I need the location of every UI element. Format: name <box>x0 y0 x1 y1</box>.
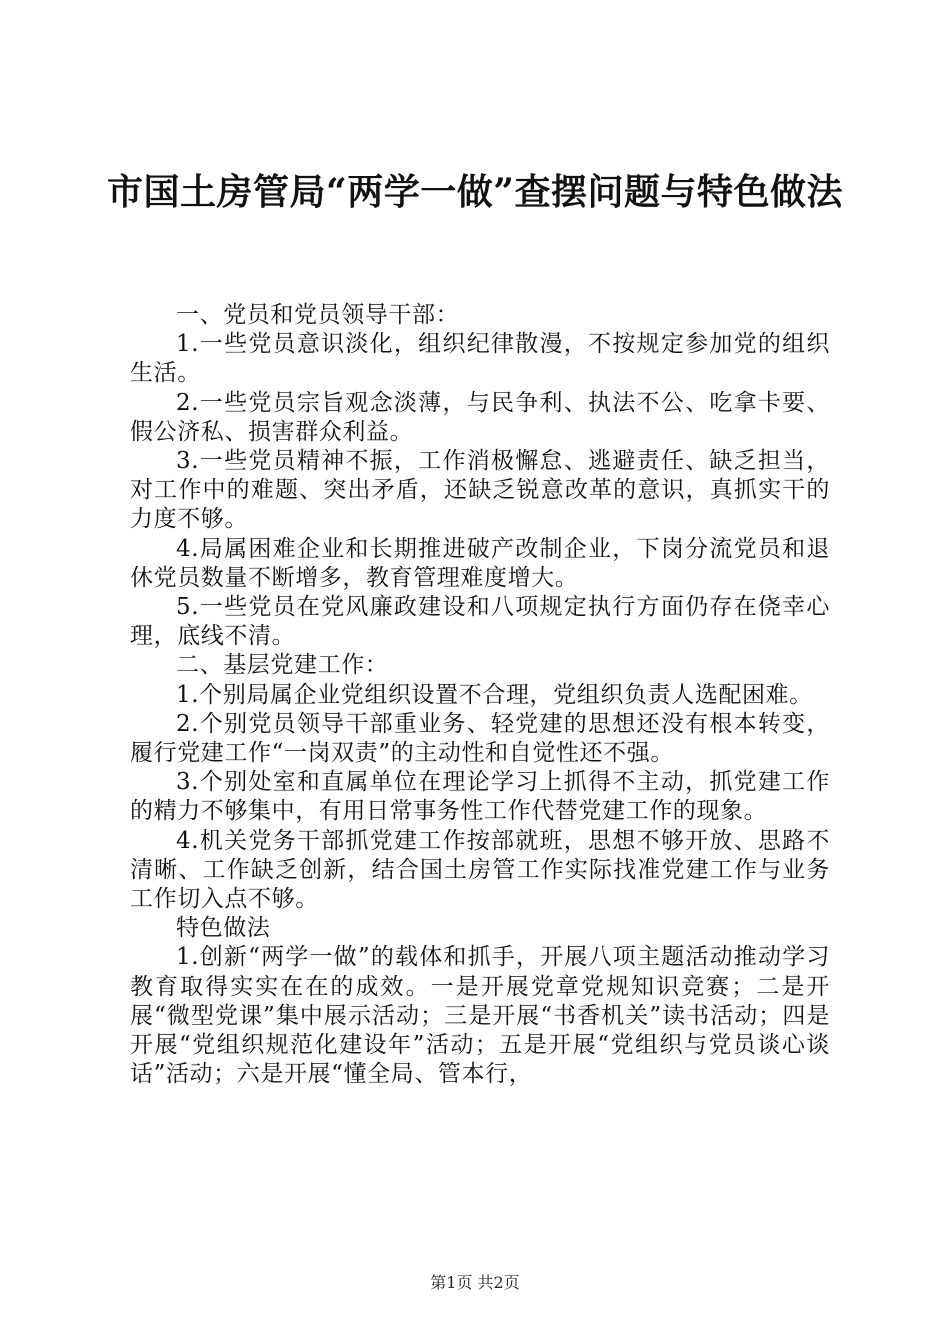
paragraph: 2.一些党员宗旨观念淡薄，与民争利、执法不公、吃拿卡要、假公济私、损害群众利益。 <box>130 389 830 445</box>
paragraph: 4.机关党务干部抓党建工作按部就班，思想不够开放、思路不清晰、工作缺乏创新，结合国土房管工作实际找准党建工作与业务工作切入点不够。 <box>130 827 830 913</box>
section-heading: 特色做法 <box>176 915 271 942</box>
section-heading: 一、党员和党员领导干部： <box>176 302 460 328</box>
paragraph: 3.一些党员精神不振，工作消极懈怠、逃避责任、缺乏担当，对工作中的难题、突出矛盾，还缺乏锐意改革的意识，真抓实干的力度不够。 <box>130 448 830 533</box>
document-title: 市国土房管局“两学一做”查摆问题与特色做法 <box>107 171 843 213</box>
paragraph: 5.一些党员在党风廉政建设和八项规定执行方面仍存在侥幸心理，底线不清。 <box>130 594 830 650</box>
paragraph: 2.个别党员领导干部重业务、轻党建的思想还没有根本转变，履行党建工作“一岗双责”的主动性和自觉性还不强。 <box>130 710 830 767</box>
paragraph: 1.创新“两学一做”的载体和抓手，开展八项主题活动推动学习教育取得实实在在的成效。一是开展党章党规知识竞赛；二是开展“微型党课”集中展示活动；三是开展“书香机关”读书活动；四是开展“党组织规范化建设年”活动；五是开展“党组织与党员谈心谈话”活动；六是开展“懂全局、管本行， <box>130 944 830 1088</box>
document-body <box>130 301 830 1089</box>
paragraph: 1.一些党员意识淡化，组织纪律散漫，不按规定参加党的组织生活。 <box>130 331 830 387</box>
section-heading: 二、基层党建工作： <box>176 652 389 679</box>
paragraph: 1.个别局属企业党组织设置不合理，党组织负责人选配困难。 <box>176 681 813 708</box>
paragraph: 3.个别处室和直属单位在理论学习上抓得不主动，抓党建工作的精力不够集中，有用日常事务性工作代替党建工作的现象。 <box>130 769 830 825</box>
paragraph: 4.局属困难企业和长期推进破产改制企业，下岗分流党员和退休党员数量不断增多，教育管理难度增大。 <box>130 535 830 591</box>
page-number-footer: 第1页 共2页 <box>430 1273 520 1292</box>
